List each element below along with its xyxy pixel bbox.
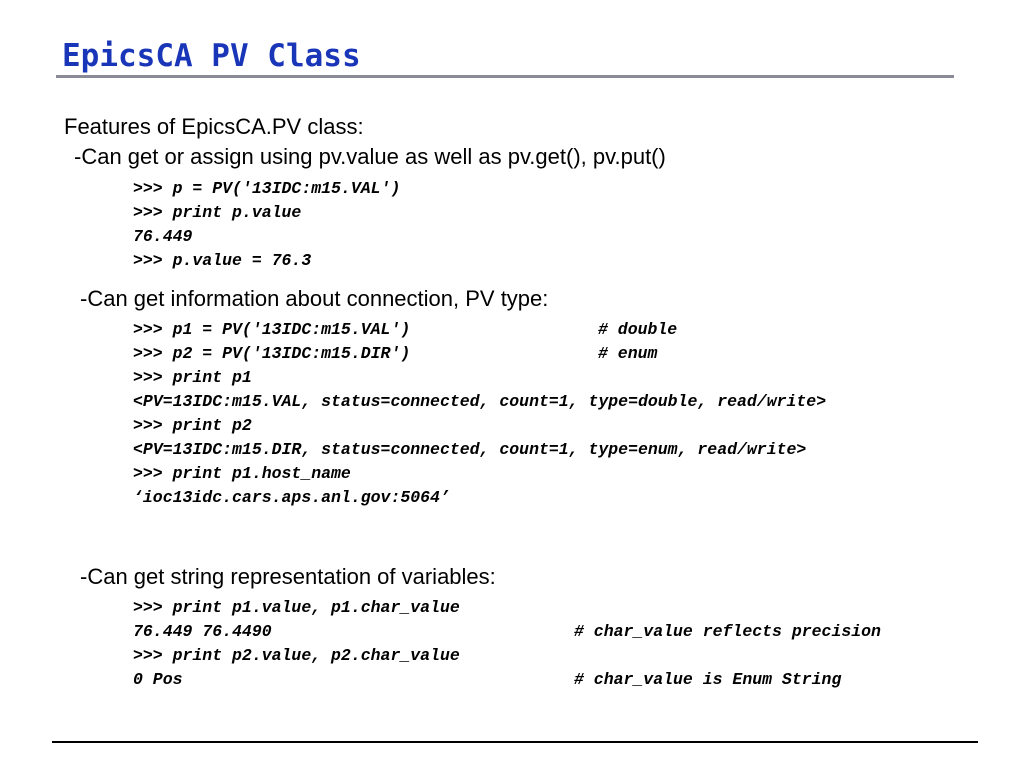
code-line: >>> print p1.host_name bbox=[133, 464, 351, 483]
slide-title: EpicsCA PV Class bbox=[62, 38, 361, 74]
section-3-heading: -Can get string representation of variables: bbox=[80, 564, 496, 589]
code-line: >>> print p1 bbox=[133, 368, 252, 387]
footer-rule bbox=[52, 741, 978, 743]
title-underline bbox=[56, 75, 954, 78]
code-comment: # char_value is Enum String bbox=[574, 670, 842, 689]
code-line: >>> print p2 bbox=[133, 416, 252, 435]
code-comment: # char_value reflects precision bbox=[574, 622, 881, 641]
code-line: >>> print p1.value, p1.char_value bbox=[133, 598, 460, 617]
code-line: >>> print p2.value, p2.char_value bbox=[133, 646, 460, 665]
code-comment: # double bbox=[598, 320, 678, 339]
code-line: 0 Pos bbox=[133, 670, 183, 689]
code-line: 76.449 bbox=[133, 227, 193, 246]
code-line: >>> print p.value bbox=[133, 203, 302, 222]
code-line: >>> p = PV('13IDC:m15.VAL') bbox=[133, 179, 401, 198]
code-comment: # enum bbox=[598, 344, 658, 363]
section-2-heading: -Can get information about connection, PV type: bbox=[80, 286, 549, 311]
code-line: <PV=13IDC:m15.VAL, status=connected, count=1, type=double, read/write> bbox=[133, 392, 827, 411]
code-line: >>> p2 = PV('13IDC:m15.DIR') bbox=[133, 344, 411, 363]
code-line: >>> p.value = 76.3 bbox=[133, 251, 312, 270]
code-line: ‘ioc13idc.cars.aps.anl.gov:5064’ bbox=[133, 488, 450, 507]
code-line: >>> p1 = PV('13IDC:m15.VAL') bbox=[133, 320, 411, 339]
code-line: <PV=13IDC:m15.DIR, status=connected, count=1, type=enum, read/write> bbox=[133, 440, 807, 459]
intro-text: Features of EpicsCA.PV class: bbox=[64, 114, 364, 139]
section-1-heading: -Can get or assign using pv.value as well as pv.get(), pv.put() bbox=[74, 144, 666, 169]
code-line: 76.449 76.4490 bbox=[133, 622, 272, 641]
